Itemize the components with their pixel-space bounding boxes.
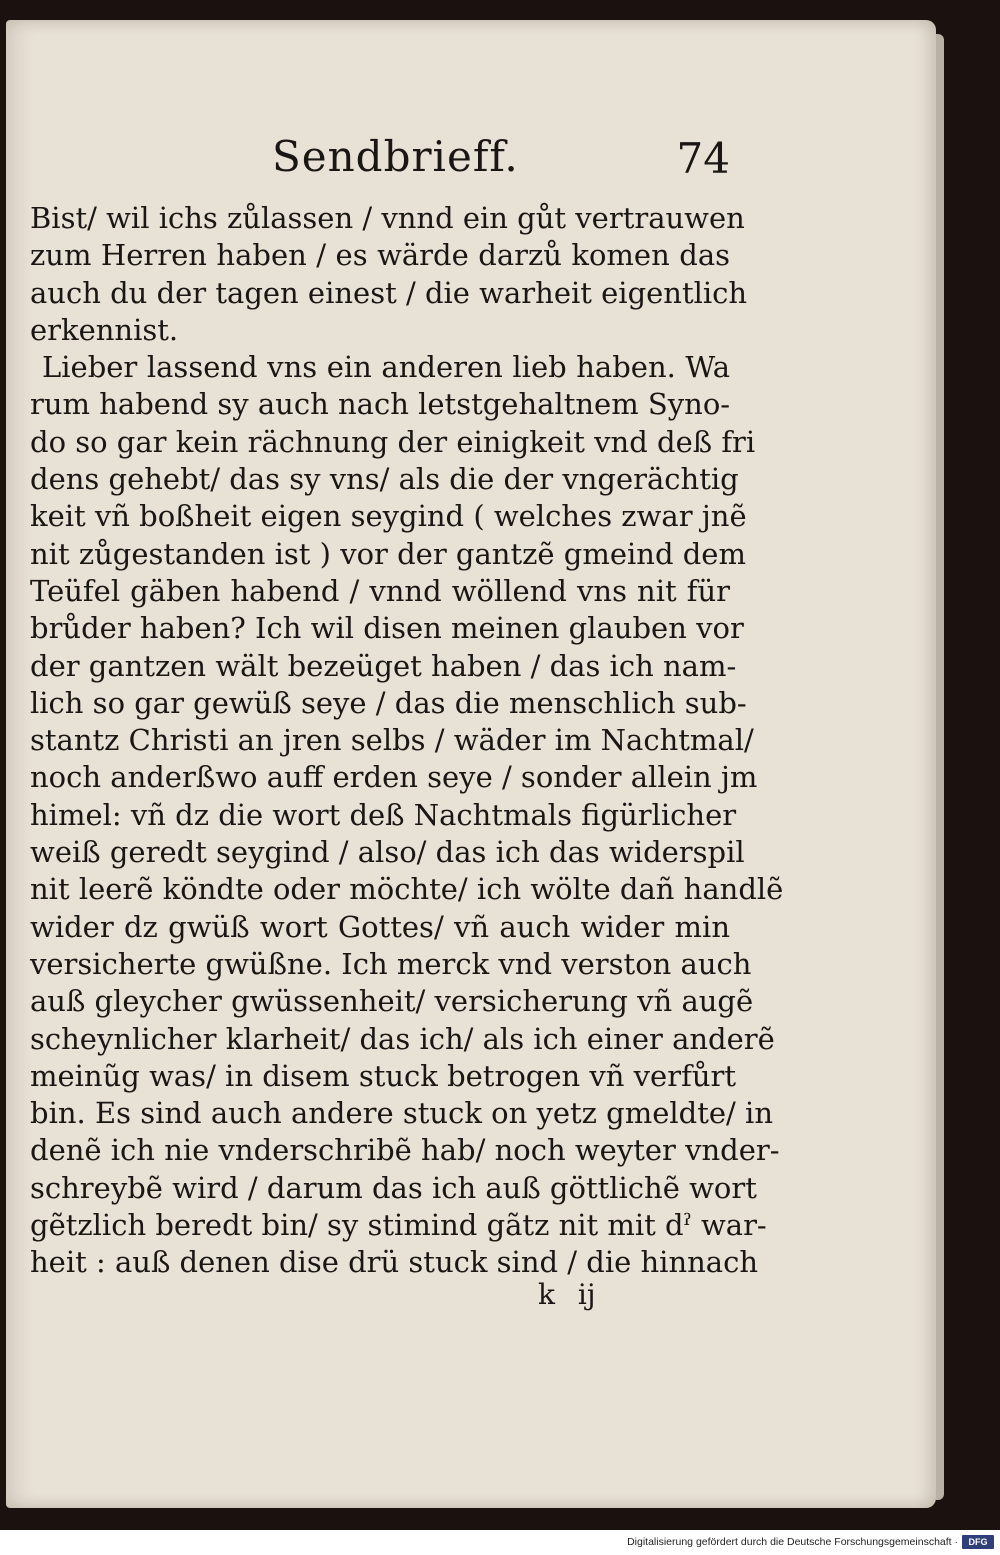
text-line: nit zůgestanden ist ) vor der gantzẽ gmeind dem — [30, 536, 746, 571]
text-line: do so gar kein rächnung der einigkeit vnd deß fri — [30, 424, 756, 459]
text-line: schreybẽ wird / darum das ich auß göttlichẽ wort — [30, 1170, 757, 1205]
signature-mark: k ij — [538, 1278, 596, 1311]
book-page — [6, 20, 936, 1508]
text-line: Bist/ wil ichs zůlassen / vnnd ein gůt vertrauwen — [30, 201, 745, 235]
text-line: keit vñ boßheit eigen seygind ( welches zwar jnẽ — [30, 499, 747, 534]
text-line: versicherte gwüßne. Ich merck vnd verston auch — [30, 946, 752, 981]
dfg-logo-icon: DFG — [962, 1535, 994, 1549]
text-line: meinũg was/ in disem stuck betrogen vñ verfůrt — [30, 1058, 737, 1093]
text-line: lich so gar gewüß seye / das die menschlich sub- — [30, 685, 747, 720]
text-line: heit : auß denen dise drü stuck sind / die hinnach — [30, 1245, 759, 1280]
text-line: nit leerẽ köndte oder möchte/ ich wölte dañ handlẽ — [30, 872, 784, 907]
funding-credit: Digitalisierung gefördert durch die Deutsche Forschungsgemeinschaft · — [627, 1536, 958, 1548]
text-line: wider dz gwüß wort Gottes/ vñ auch wider min — [30, 909, 730, 944]
text-line: denẽ ich nie vnderschribẽ hab/ noch weyter vnder- — [30, 1133, 780, 1168]
text-line: stantz Christi an jren selbs / wäder im Nachtmal/ — [30, 723, 754, 758]
text-line: himel: vñ dz die wort deß Nachtmals figürlicher — [30, 797, 737, 832]
text-line: scheynlicher klarheit/ das ich/ als ich einer anderẽ — [30, 1021, 775, 1056]
page-edge — [936, 34, 944, 1500]
text-line: rum habend sy auch nach letstgehaltnem Syno- — [30, 387, 731, 422]
page-number: 74 — [676, 134, 730, 183]
text-line: erkennist. — [30, 312, 179, 347]
text-line: zum Herren haben / es wärde darzů komen das — [30, 238, 730, 273]
text-line: bin. Es sind auch andere stuck on yetz gmeldte/ in — [30, 1096, 773, 1131]
text-line: auch du der tagen einest / die warheit eigentlich — [30, 275, 748, 310]
body-text — [30, 200, 784, 1282]
text-line: auß gleycher gwüssenheit/ versicherung vñ augẽ — [30, 984, 754, 1019]
text-line: der gantzen wält bezeüget haben / das ich nam- — [30, 648, 737, 683]
text-line: gẽtzlich beredt bin/ sy stimind gãtz nit mit dˀ war- — [30, 1208, 767, 1243]
text-line: Teüfel gäben habend / vnnd wöllend vns nit für — [30, 573, 730, 608]
text-line: noch anderßwo auff erden seye / sonder allein jm — [30, 760, 758, 795]
text-line: weiß geredt seygind / also/ das ich das widerspil — [30, 835, 745, 870]
text-line: Lieber lassend vns ein anderen lieb haben. Wa — [42, 350, 730, 385]
credit-bar — [0, 1530, 1000, 1555]
text-line: dens gehebt/ das sy vns/ als die der vngerächtig — [30, 462, 739, 497]
running-title: Sendbrieff. — [272, 132, 519, 181]
running-head — [272, 132, 742, 202]
text-line: brůder haben? Ich wil disen meinen glauben vor — [30, 611, 744, 646]
